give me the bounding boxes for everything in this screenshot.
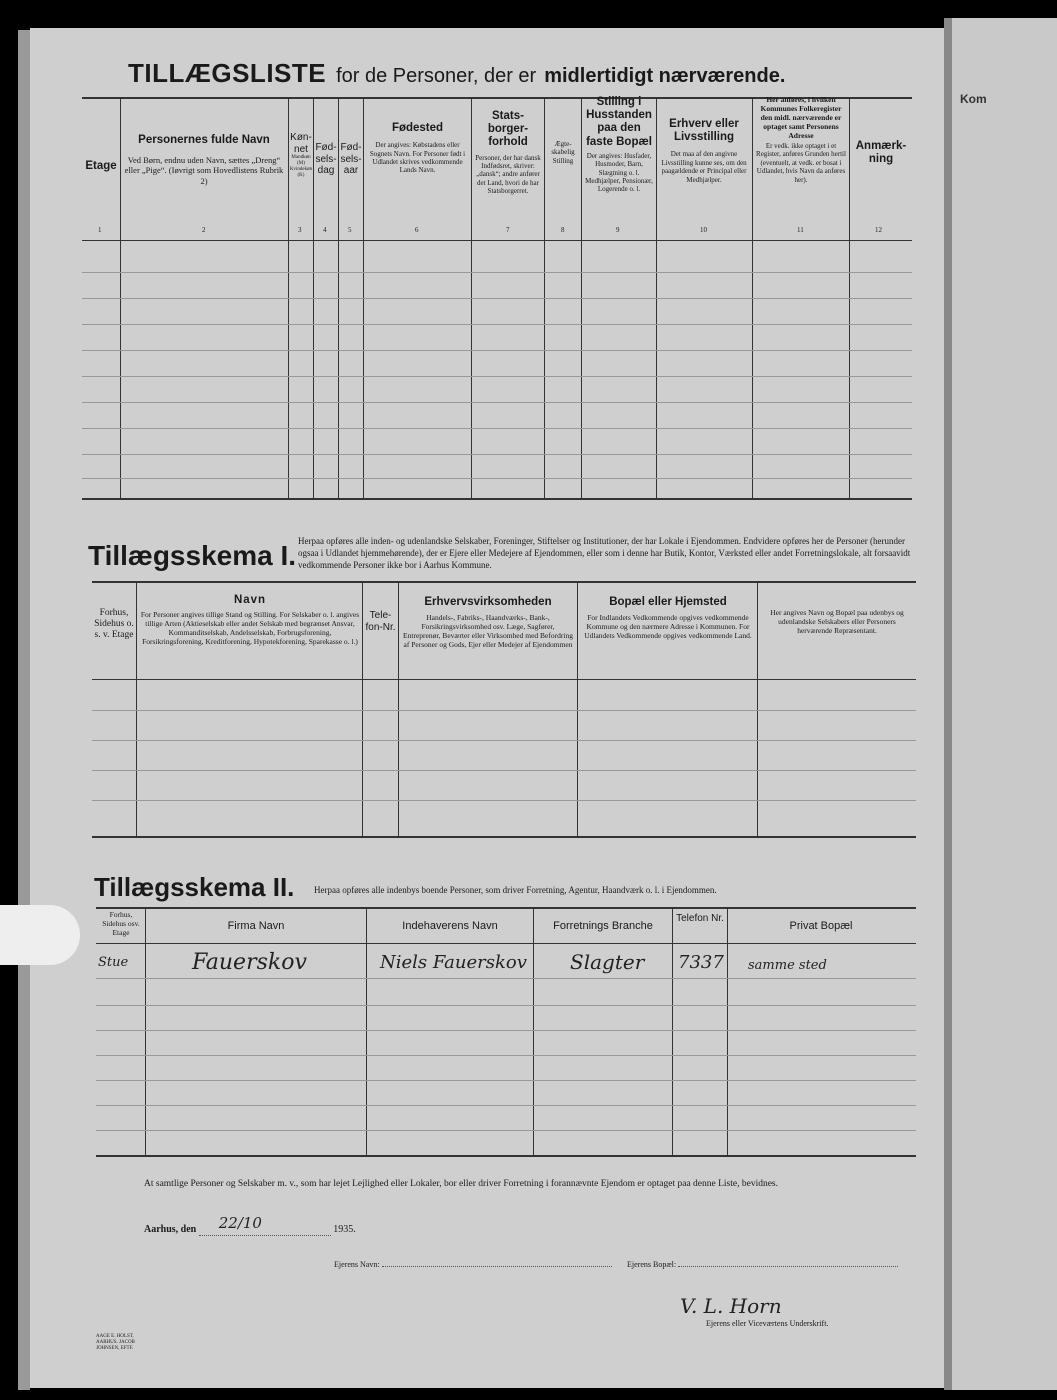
col-number: 9 <box>616 226 620 234</box>
list-row-rule <box>82 272 912 273</box>
list-col-8: Ægte-skabelig Stilling <box>551 140 575 165</box>
skema2-col-branche: Forretnings Branche <box>553 920 653 932</box>
list-row-rule <box>82 324 912 325</box>
signature: V. L. Horn <box>680 1294 782 1318</box>
skema2-row-rule <box>96 1030 916 1031</box>
printer-mark: AAGE E. HOLST, AARHUS. JACOB JOHNSEN, EFTF. <box>96 1334 135 1351</box>
col-divider <box>727 907 728 1157</box>
date-place: Aarhus, den <box>144 1224 197 1235</box>
date-field <box>199 1214 331 1236</box>
skema2-col-telefon: Telefon Nr. <box>676 913 724 924</box>
list-col-6: Fødested Der angives: Købstadens eller Sognets Navn. For Personer født i Udlandet skrives vedkommende Lands Navn. <box>369 122 466 175</box>
skema1-row-rule <box>92 710 916 711</box>
skema2-col-bopael: Privat Bopæl <box>789 920 853 932</box>
list-bottom-rule <box>82 498 912 500</box>
title-mid: for de Personer, der er <box>336 65 537 87</box>
date-line <box>144 1214 356 1236</box>
list-col-10: Erhverv eller Livsstilling Det maa af den angivne Livsstilling kunne ses, om den paagældende er Principal eller Medhjælper. <box>661 118 747 184</box>
list-row-rule <box>82 376 912 377</box>
list-row-rule <box>82 454 912 455</box>
owner-home-line <box>627 1260 898 1269</box>
col-divider <box>672 907 673 1157</box>
col-number: 10 <box>700 226 707 234</box>
certification-text: At samtlige Personer og Selskaber m. v., som har lejet Lejlighed eller Lokaler, bor eller driver Forretning i forannævnte Ejendom er optaget paa denne Liste, bevidnes. <box>144 1179 778 1189</box>
signature-caption: Ejerens eller Viceværtens Underskrift. <box>706 1319 829 1328</box>
col-divider <box>533 907 534 1157</box>
col-number: 5 <box>348 226 352 234</box>
list-col-5: Fød-sels-aar <box>340 142 362 176</box>
skema2-row-rule <box>96 1105 916 1106</box>
list-col-1: Etage <box>85 160 117 172</box>
skema2-row-rule <box>96 1080 916 1081</box>
row-bopael-value: samme sted <box>748 958 827 973</box>
skema1-top-rule <box>92 581 916 583</box>
list-row-rule <box>82 402 912 403</box>
skema1-row-rule <box>92 740 916 741</box>
skema2-col-etage: Forhus, Sidehus osv. Etage <box>102 910 140 937</box>
col-number: 6 <box>415 226 419 234</box>
skema2-bottom-rule <box>96 1155 916 1157</box>
skema2-col-firma: Firma Navn <box>227 920 285 932</box>
skema2-col-indehaver: Indehaverens Navn <box>402 920 498 932</box>
owner-name-label: Ejerens Navn: <box>334 1260 380 1269</box>
owner-home-label: Ejerens Bopæl: <box>627 1260 677 1269</box>
skema2-text: Herpaa opføres alle indenbys boende Personer, som driver Forretning, Agentur, Haandværk o. l. i Ejendommen. <box>314 885 717 895</box>
list-row-rule <box>82 478 912 479</box>
col-number: 11 <box>797 226 804 234</box>
skema1-col-repraesentant: Her angives Navn og Bopæl paa udenbys og udenlandske Selskabers eller Personers herværende Repræsentant. <box>770 608 904 635</box>
skema1-col-bopael: Bopæl eller Hjemsted For Indlandets Vedkommende opgives vedkommende Kommune og den nærmere Adresse i Kommunen. For Udlandets Vedkommende opgives vedkommende Land. <box>584 596 752 641</box>
col-number: 4 <box>323 226 327 234</box>
col-number: 2 <box>202 226 206 234</box>
skema1-text: Herpaa opføres alle inden- og udenlandske Selskaber, Foreninger, Stiftelser og Institutioner, der har Lokale i Ejendommen. Endvidere opføres her de Personer (herunder ogsaa i Udlandet hjemmehørende), der er Ejere eller Medejere af Ejendommen, eller som i denne har Butik, Kontor, Værksted eller andet Forretningslokale, alt forsaavidt vedkommende Personer ikke bor i Aarhus Kommune. <box>298 536 911 571</box>
date-year: 1935. <box>333 1224 356 1235</box>
bookmark-tab <box>0 905 80 965</box>
skema1-row-rule <box>92 770 916 771</box>
owner-name-line <box>334 1260 612 1269</box>
skema1-title: Tillægsskema I. <box>88 540 297 571</box>
list-col-7: Stats-borger-forhold Personer, der har dansk Indfødsret, skriver: „dansk“; andre anfører det Land, hvori de har Statsborgerret. <box>475 110 541 196</box>
skema2-row-rule <box>96 978 916 979</box>
next-page-text: Kom <box>960 92 987 106</box>
row-telefon-value: 7337 <box>678 952 724 973</box>
book-edge <box>18 30 30 1390</box>
row-branche-value: Slagter <box>570 950 645 974</box>
skema1-bottom-rule <box>92 836 916 838</box>
list-col-4: Fød-sels-dag <box>315 142 337 176</box>
row-indehaver-value: Niels Fauerskov <box>380 952 527 973</box>
list-col-11: Her anføres, i hvilken Kommunes Folkeregister den midl. nærværende er optaget samt Personens Adresse Er vedk. ikke optaget i et Register, anføres Grunden hertil (eventuelt, at vedk. er bosat i Udlandet, hvis Navn da anføres her). <box>756 95 846 184</box>
skema2-header-rule <box>96 943 916 944</box>
list-row-rule <box>82 298 912 299</box>
col-divider <box>366 907 367 1157</box>
list-col-3: Køn-net Mandkøn (M) Kvindekøn (K) <box>289 132 313 178</box>
skema2-row-rule <box>96 1130 916 1131</box>
skema1-col-erhverv: Erhvervsvirksomheden Handels-, Fabriks-, Haandværks-, Bank-, Forsikringsvirksomhed osv. Læge, Sagfører, Entreprenør, Beværter eller Virksomhed med Befordring af Personer og Gods, Ejer eller Medejer af Ejendommen <box>403 596 573 650</box>
page-title <box>128 58 785 89</box>
skema2-title: Tillægsskema II. <box>94 872 295 902</box>
row-etage-value: Stue <box>98 955 129 970</box>
col-number: 8 <box>561 226 565 234</box>
title-main: TILLÆGSLISTE <box>128 58 327 88</box>
list-header-rule <box>82 240 912 241</box>
col-number: 1 <box>98 226 102 234</box>
skema1-col-navn: Navn For Personer angives tillige Stand og Stilling. For Selskaber o. l. angives tillige Arten (Aktieselskab eller andet Selskab med begrænset Ansvar, Kommanditselskab, Andelsselskab, Forbrugsforening, Forsikringsforening, Kreditforening, Hypotekforening, Sparekasse o. l.) <box>140 594 360 647</box>
next-page-edge <box>952 18 1057 1390</box>
skema1-header-rule <box>92 679 916 680</box>
book-spine <box>944 18 952 1390</box>
skema1-col-telefon: Tele-fon-Nr. <box>365 610 396 633</box>
list-row-rule <box>82 350 912 351</box>
skema1-row-rule <box>92 800 916 801</box>
col-divider <box>145 907 146 1157</box>
skema2-row-rule <box>96 1055 916 1056</box>
date-handwritten: 22/10 <box>218 1214 262 1232</box>
title-end: midlertidigt nærværende. <box>544 65 786 87</box>
row-firma-value: Fauerskov <box>192 950 307 975</box>
col-number: 3 <box>298 226 302 234</box>
col-number: 7 <box>506 226 510 234</box>
skema2-top-rule <box>96 907 916 909</box>
list-col-9: Stilling i Husstanden paa den faste Bopæl Der angives: Husfader, Husmoder, Barn, Slægtning o. l. Medhjælper, Pensionær, Logerende o. l. <box>585 96 653 194</box>
list-col-2: Personernes fulde Navn Ved Børn, endnu uden Navn, sættes „Dreng“ eller „Pige“. (Iøvrigt som Hovedlistens Rubrik 2) <box>124 134 284 186</box>
list-col-12: Anmærk-ning <box>855 140 907 166</box>
list-row-rule <box>82 428 912 429</box>
skema1-col-etage: Forhus, Sidehus o. s. v. Etage <box>94 608 134 640</box>
skema2-row-rule <box>96 1005 916 1006</box>
col-number: 12 <box>875 226 882 234</box>
